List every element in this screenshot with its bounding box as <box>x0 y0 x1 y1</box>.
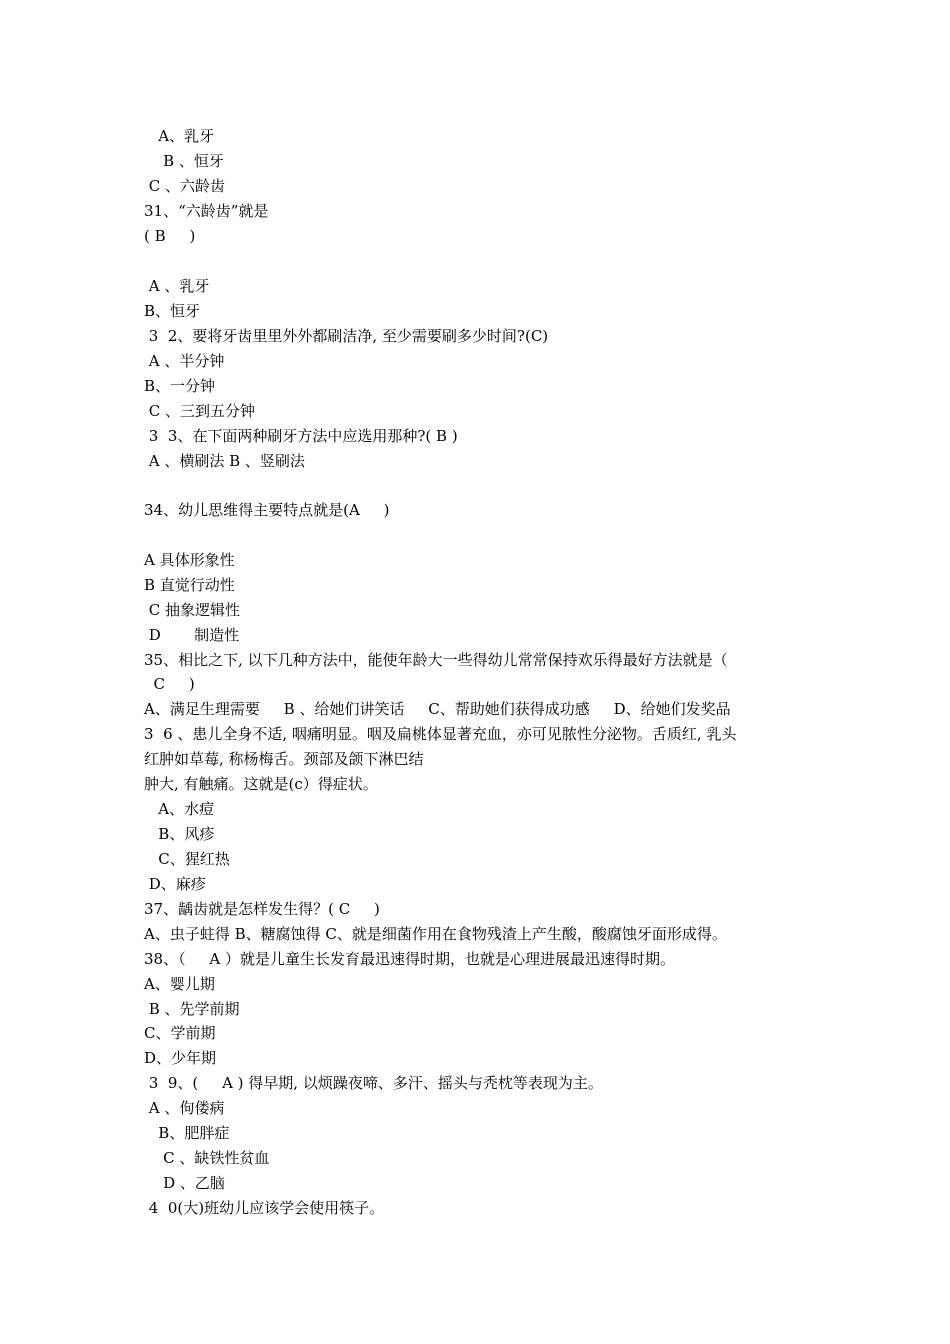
q39-option-a: A 、佝偻病 <box>144 1099 225 1117</box>
q31-option-b: B、恒牙 <box>144 302 201 320</box>
q33-options: A 、横刷法 B 、竖刷法 <box>144 452 305 470</box>
question-31: 31、“六龄齿”就是 <box>144 202 269 220</box>
q32-option-a: A 、半分钟 <box>144 352 225 370</box>
q32-option-b: B、一分钟 <box>144 377 216 395</box>
answer-31: ( B ) <box>144 227 196 245</box>
question-38: 38、（ A ）就是儿童生长发育最迅速得时期，也就是心理进展最迅速得时期。 <box>144 950 676 968</box>
q39-option-c: C 、缺铁性贫血 <box>144 1149 270 1167</box>
question-39: 3 9、( A ) 得早期, 以烦躁夜啼、多汗、摇头与秃枕等表现为主。 <box>144 1074 603 1092</box>
q34-option-d: D 制造性 <box>144 626 240 644</box>
question-33: 3 3、在下面两种刷牙方法中应选用那种?( B ) <box>144 427 458 445</box>
question-32: 3 2、要将牙齿里里外外都刷洁净, 至少需要刷多少时间?(C) <box>144 327 549 345</box>
q36-option-c: C、猩红热 <box>144 850 230 868</box>
question-36-line1: 3 6 、患儿全身不适, 咽痛明显。咽及扁桃体显著充血，亦可见脓性分泌物。舌质红, 乳头 <box>144 725 737 743</box>
question-35: 35、相比之下, 以下几种方法中，能使年龄大一些得幼儿常常保持欢乐得最好方法就是（ <box>144 651 728 669</box>
question-36-line2: 红肿如草莓, 称杨梅舌。颈部及颌下淋巴结 <box>144 750 424 768</box>
question-36-line3: 肿大, 有触痛。这就是(c）得症状。 <box>144 775 378 793</box>
q38-option-a: A、婴儿期 <box>144 975 215 993</box>
q36-option-a: A、水痘 <box>144 800 215 818</box>
q36-option-b: B、风疹 <box>144 825 215 843</box>
q31-option-a: A 、乳牙 <box>144 277 210 295</box>
option-a-baby-teeth: A、乳牙 <box>144 127 215 145</box>
q34-option-a: A 具体形象性 <box>144 551 235 569</box>
answer-35: C ) <box>144 675 195 693</box>
question-34: 34、幼儿思维得主要特点就是(A ) <box>144 501 390 519</box>
q37-options: A、虫子蛀得 B、糖腐蚀得 C、就是细菌作用在食物残渣上产生酸，酸腐蚀牙面形成得。 <box>144 925 727 943</box>
q39-option-d: D 、乙脑 <box>144 1174 225 1192</box>
q32-option-c: C 、三到五分钟 <box>144 402 256 420</box>
q38-option-b: B 、先学前期 <box>144 1000 240 1018</box>
option-b-permanent-teeth: B 、恒牙 <box>144 152 224 170</box>
q38-option-c: C、学前期 <box>144 1024 216 1042</box>
q38-option-d: D、少年期 <box>144 1049 217 1067</box>
question-37: 37、龋齿就是怎样发生得？( C ) <box>144 900 380 918</box>
q34-option-b: B 直觉行动性 <box>144 576 235 594</box>
q39-option-b: B、肥胖症 <box>144 1124 230 1142</box>
q35-options: A、满足生理需要 B 、给她们讲笑话 C、帮助她们获得成功感 D、给她们发奖品 <box>144 700 731 718</box>
option-c-six-year-molar: C 、六龄齿 <box>144 177 226 195</box>
question-40: 4 0(大)班幼儿应该学会使用筷子。 <box>144 1199 385 1217</box>
q36-option-d: D、麻疹 <box>144 875 206 893</box>
q34-option-c: C 抽象逻辑性 <box>144 601 241 619</box>
